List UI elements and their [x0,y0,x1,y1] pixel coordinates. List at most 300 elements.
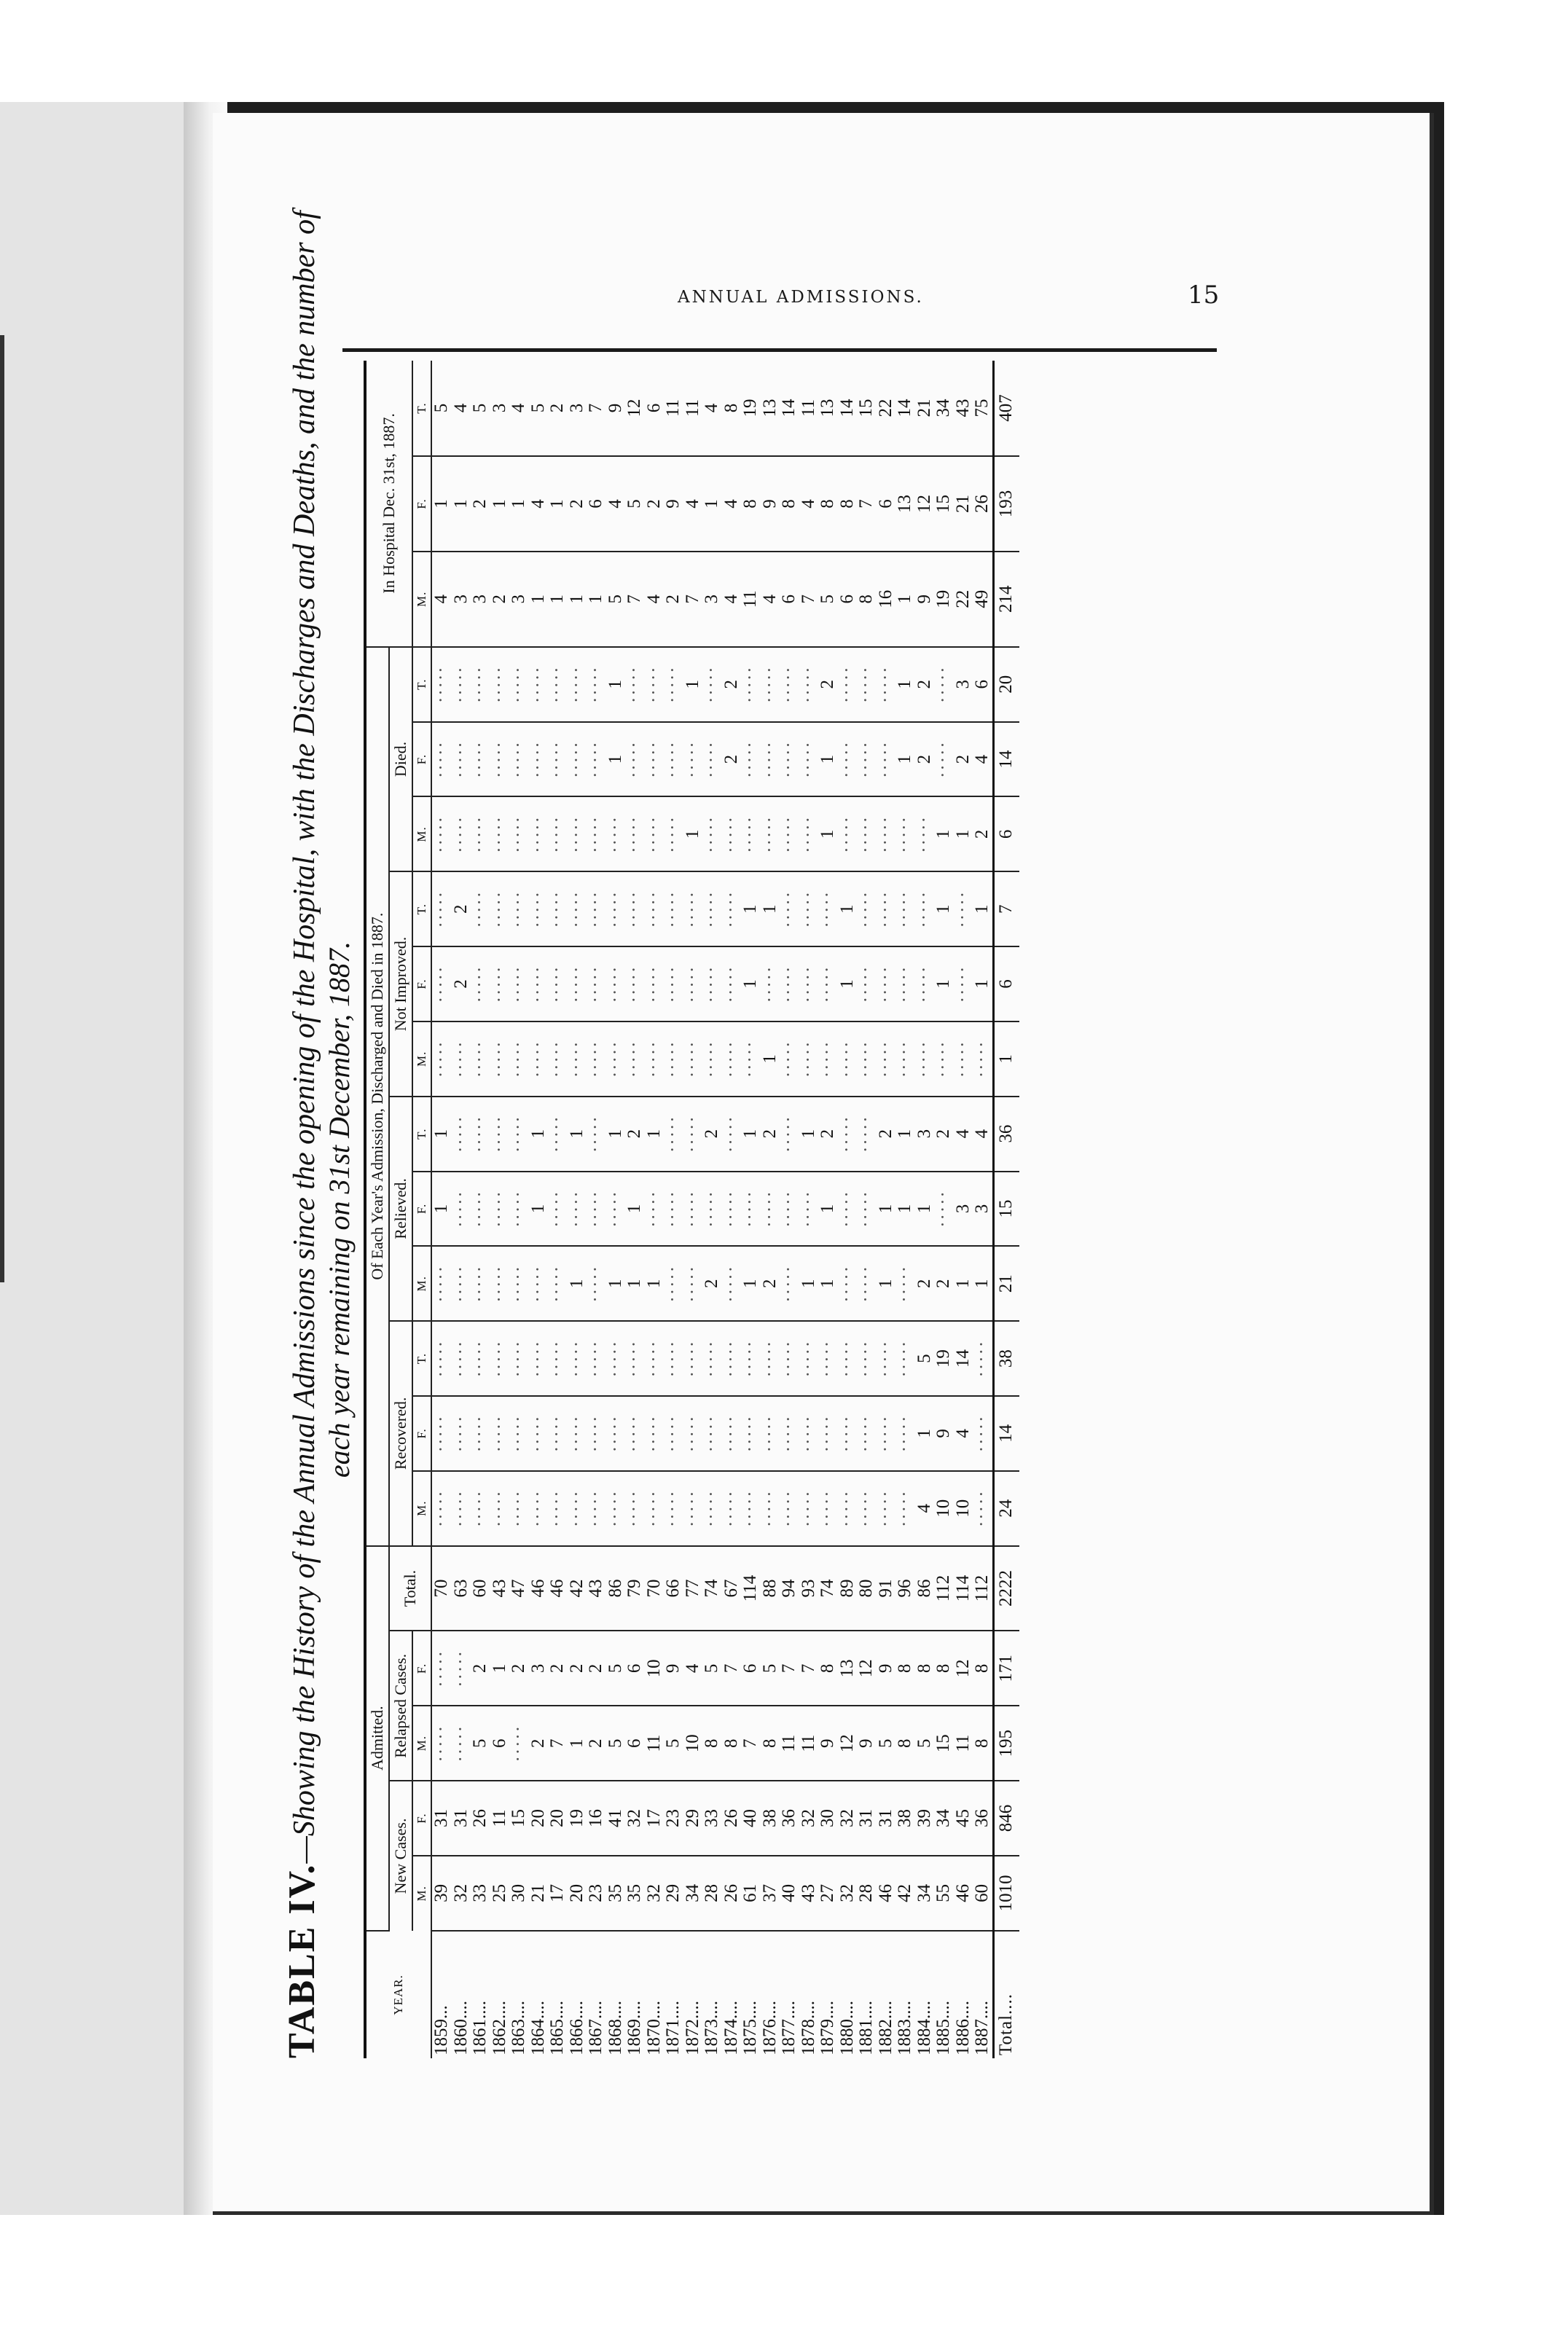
cell-hm: 3 [452,552,471,647]
cell-ht: 15 [857,361,877,456]
cell-hf: 26 [973,456,993,552]
cell-nf: 41 [606,1781,626,1856]
cell-recf: ····· [645,1396,665,1471]
cell-nif: ····· [799,946,819,1021]
cell-relm: 2 [761,1246,780,1321]
total-rm: 195 [993,1706,1019,1781]
cell-hm: 3 [702,552,722,647]
cell-relt: 2 [761,1097,780,1172]
table-row [664,361,683,2058]
cell-relt: 1 [431,1097,452,1172]
cell-rm: 11 [799,1706,819,1781]
cell-rf: 12 [954,1631,973,1706]
cell-recm: ····· [645,1471,665,1546]
cell-recm: ····· [818,1471,838,1546]
cell-rf: 4 [683,1631,703,1706]
cell-nm: 46 [954,1856,973,1931]
table-description: —Showing the History of the Annual Admissions since the opening of the Hospital, with the Discharges and Deaths, and the number of [288,211,321,1864]
cell-nit: ····· [509,871,529,946]
cell-dm: ····· [431,796,452,871]
year-cell: 1884.... [914,2001,934,2055]
cell-relf: ····· [606,1172,626,1247]
cell-relf: ····· [664,1172,683,1247]
cell-hf: 1 [431,456,452,552]
cell-rf: 7 [780,1631,799,1706]
col-t: T. [412,1097,431,1172]
cell-dm: 1 [954,796,973,871]
table-number: TABLE IV. [281,1863,323,2058]
cell-rect: ····· [799,1321,819,1396]
cell-ht: 14 [838,361,858,456]
cell-relm: 1 [973,1246,993,1321]
total-rect: 38 [993,1321,1019,1396]
recovered-header: Recovered. [389,1321,412,1545]
cell-ht: 2 [548,361,568,456]
cell-relt: 4 [973,1097,993,1172]
cell-hf: 9 [664,456,683,552]
cell-nm: 46 [877,1856,896,1931]
year-cell: 1865.... [547,2001,567,2055]
cell-nim: ····· [780,1021,799,1097]
cell-rect: ····· [625,1321,645,1396]
cell-nf: 45 [954,1781,973,1856]
cell-nit: 2 [452,871,471,946]
cell-tot: 60 [471,1546,490,1631]
cell-relf: ····· [857,1172,877,1247]
cell-tot: 80 [857,1546,877,1631]
cell-tot: 93 [799,1546,819,1631]
cell-nit: ····· [877,871,896,946]
cell-nit: ····· [702,871,722,946]
cell-dt: 2 [915,647,935,722]
table-row [954,361,973,2058]
col-t: T. [412,871,431,946]
cell-hf: 6 [587,456,606,552]
col-f: F. [412,1396,431,1471]
cell-nit: ····· [625,871,645,946]
cell-relm: ····· [587,1246,606,1321]
cell-recm: ····· [857,1471,877,1546]
cell-dm: ····· [722,796,742,871]
cell-nf: 31 [452,1781,471,1856]
cell-nim: ····· [625,1021,645,1097]
cell-relt: 1 [741,1097,761,1172]
cell-recm: ····· [877,1471,896,1546]
cell-rect: ····· [431,1321,452,1396]
cell-ht: 8 [722,361,742,456]
cell-nm: 35 [625,1856,645,1931]
cell-nit: ····· [780,871,799,946]
cell-recf: ····· [838,1396,858,1471]
cell-rect: ····· [587,1321,606,1396]
total-header: Total. [389,1546,431,1631]
table-row [548,361,568,2058]
cell-hm: 1 [548,552,568,647]
cell-relf: ····· [683,1172,703,1247]
table-row [857,361,877,2058]
cell-rf: ····· [431,1631,452,1706]
cell-nim: ····· [431,1021,452,1097]
cell-rm: ····· [509,1706,529,1781]
facing-page [0,102,195,2215]
cell-rf: 2 [548,1631,568,1706]
cell-hf: 8 [780,456,799,552]
cell-nm: 32 [645,1856,665,1931]
cell-relf: 1 [877,1172,896,1247]
table-row [799,361,819,2058]
cell-nim: ····· [452,1021,471,1097]
cell-rm: 15 [934,1706,954,1781]
cell-nif: ····· [857,946,877,1021]
cell-nim: ····· [973,1021,993,1097]
cell-recf: ····· [509,1396,529,1471]
cell-dm: ····· [780,796,799,871]
cell-df: 1 [895,722,915,797]
cell-nif: 1 [973,946,993,1021]
cell-recf: ····· [818,1396,838,1471]
cell-nf: 30 [818,1781,838,1856]
scan-margin [0,2215,1568,2349]
total-nif: 6 [993,946,1019,1021]
table-row [625,361,645,2058]
cell-rm: 5 [664,1706,683,1781]
cell-relt: ····· [722,1097,742,1172]
cell-nif: ····· [895,946,915,1021]
cell-rect: ····· [741,1321,761,1396]
cell-rf: 8 [915,1631,935,1706]
cell-nm: 37 [761,1856,780,1931]
cell-tot: 47 [509,1546,529,1631]
cell-recf: ····· [895,1396,915,1471]
table-row [877,361,896,2058]
cell-dt: ····· [877,647,896,722]
cell-nim: ····· [606,1021,626,1097]
cell-recm: ····· [471,1471,490,1546]
cell-recf: 1 [915,1396,935,1471]
cell-nf: 20 [548,1781,568,1856]
cell-ht: 22 [877,361,896,456]
table-row [490,361,510,2058]
cell-nif: ····· [568,946,587,1021]
cell-tot: 114 [741,1546,761,1631]
cell-nim: ····· [722,1021,742,1097]
cell-recm: 10 [934,1471,954,1546]
table-row [761,361,780,2058]
cell-relm: 1 [799,1246,819,1321]
year-cell: 1859... [431,2005,451,2055]
table-title [281,211,323,2058]
cell-rect: ····· [568,1321,587,1396]
cell-ht: 4 [509,361,529,456]
cell-hm: 19 [934,552,954,647]
cell-dm: ····· [664,796,683,871]
cell-df: ····· [741,722,761,797]
cell-tot: 77 [683,1546,703,1631]
cell-rect: ····· [838,1321,858,1396]
total-relt: 36 [993,1097,1019,1172]
cell-rect: ····· [509,1321,529,1396]
table-row [702,361,722,2058]
cell-relt: 1 [895,1097,915,1172]
cell-tot: 43 [490,1546,510,1631]
cell-relt: 2 [934,1097,954,1172]
year-cell: 1886.... [952,2001,973,2055]
cell-nim: 1 [761,1021,780,1097]
cell-recf: 4 [954,1396,973,1471]
cell-hm: 5 [606,552,626,647]
cell-nf: 32 [799,1781,819,1856]
cell-nif: ····· [606,946,626,1021]
cell-nf: 38 [761,1781,780,1856]
cell-nf: 19 [568,1781,587,1856]
cell-ht: 13 [818,361,838,456]
admitted-header: Admitted. [365,1546,389,1931]
cell-relf: ····· [761,1172,780,1247]
cell-dt: ····· [431,647,452,722]
cell-relf: 1 [431,1172,452,1247]
cell-recf: ····· [780,1396,799,1471]
cell-recm: ····· [664,1471,683,1546]
cell-dm: ····· [857,796,877,871]
cell-rf: 12 [857,1631,877,1706]
cell-relm: 2 [934,1246,954,1321]
cell-hf: 2 [471,456,490,552]
cell-recm: ····· [780,1471,799,1546]
cell-relt: 1 [568,1097,587,1172]
cell-rect: ····· [471,1321,490,1396]
col-t: T. [412,647,431,722]
cell-tot: 91 [877,1546,896,1631]
year-cell: 1876.... [759,2001,780,2055]
cell-rm: 5 [606,1706,626,1781]
cell-nit: ····· [664,871,683,946]
table-row [529,361,549,2058]
cell-dt: ····· [761,647,780,722]
cell-recf: ····· [664,1396,683,1471]
total-rf: 171 [993,1631,1019,1706]
cell-relf: ····· [799,1172,819,1247]
cell-dm: ····· [452,796,471,871]
cell-df: ····· [568,722,587,797]
year-cell: 1877.... [779,2001,799,2055]
cell-df: ····· [548,722,568,797]
died-header: Died. [389,647,412,872]
cell-rm: 12 [838,1706,858,1781]
cell-hf: 4 [529,456,549,552]
cell-rect: 14 [954,1321,973,1396]
cell-ht: 9 [606,361,626,456]
cell-tot: 74 [818,1546,838,1631]
cell-df: ····· [664,722,683,797]
cell-tot: 112 [973,1546,993,1631]
cell-relt: ····· [490,1097,510,1172]
cell-hm: 1 [568,552,587,647]
cell-nit: ····· [490,871,510,946]
cell-nf: 17 [645,1781,665,1856]
cell-nit: ····· [431,871,452,946]
cell-relm: ····· [509,1246,529,1321]
cell-nm: 27 [818,1856,838,1931]
cell-recf: ····· [741,1396,761,1471]
cell-dm: ····· [799,796,819,871]
cell-nim: ····· [954,1021,973,1097]
cell-hm: 7 [625,552,645,647]
cell-nif: ····· [915,946,935,1021]
cell-rect: ····· [857,1321,877,1396]
cell-ht: 4 [702,361,722,456]
total-df: 14 [993,722,1019,797]
year-cell: 1875.... [740,2001,760,2055]
cell-hf: 13 [895,456,915,552]
cell-nim: ····· [877,1021,896,1097]
cell-relf: 1 [625,1172,645,1247]
cell-dt: ····· [509,647,529,722]
cell-rm: 8 [702,1706,722,1781]
cell-relt: ····· [471,1097,490,1172]
cell-nim: ····· [509,1021,529,1097]
cell-relf: 1 [818,1172,838,1247]
header-row-sex [412,361,431,2058]
cell-nm: 25 [490,1856,510,1931]
cell-rf: 9 [664,1631,683,1706]
cell-hf: 5 [625,456,645,552]
facing-page-rule [0,335,4,1282]
table-row [722,361,742,2058]
year-cell: 1866.... [566,2001,587,2055]
cell-relt: ····· [509,1097,529,1172]
cell-nif: ····· [664,946,683,1021]
cell-tot: 46 [548,1546,568,1631]
cell-hf: 8 [741,456,761,552]
cell-nif: 2 [452,946,471,1021]
not-improved-header: Not Improved. [389,871,412,1096]
table-row [973,361,993,2058]
cell-rf: 1 [490,1631,510,1706]
cell-ht: 21 [915,361,935,456]
cell-recf: ····· [548,1396,568,1471]
cell-recm: ····· [683,1471,703,1546]
cell-nim: ····· [568,1021,587,1097]
cell-hm: 4 [431,552,452,647]
cell-rect: ····· [664,1321,683,1396]
total-tot: 2222 [993,1546,1019,1631]
cell-rf: 2 [471,1631,490,1706]
cell-hf: 1 [490,456,510,552]
cell-df: 2 [722,722,742,797]
cell-df: ····· [587,722,606,797]
cell-relf: ····· [645,1172,665,1247]
col-t: T. [412,1321,431,1396]
cell-df: ····· [471,722,490,797]
cell-ht: 3 [490,361,510,456]
cell-nif: ····· [587,946,606,1021]
cell-dt: 1 [683,647,703,722]
cell-relm: ····· [664,1246,683,1321]
cell-rm: 10 [683,1706,703,1781]
cell-recm: ····· [741,1471,761,1546]
total-hf: 193 [993,456,1019,552]
cell-relm: 1 [645,1246,665,1321]
cell-nif: ····· [877,946,896,1021]
outcome-header: Of Each Year's Admission, Discharged and Died in 1887. [365,647,389,1546]
cell-relf: ····· [780,1172,799,1247]
cell-relm: 1 [954,1246,973,1321]
cell-recf: ····· [625,1396,645,1471]
cell-tot: 43 [587,1546,606,1631]
cell-ht: 14 [780,361,799,456]
cell-rm: 8 [761,1706,780,1781]
cell-ht: 14 [895,361,915,456]
cell-recm: ····· [799,1471,819,1546]
year-cell: 1873.... [702,2001,721,2055]
cell-tot: 74 [702,1546,722,1631]
cell-rf: 2 [568,1631,587,1706]
cell-nf: 31 [877,1781,896,1856]
cell-ht: 7 [587,361,606,456]
cell-nif: ····· [761,946,780,1021]
cell-nim: ····· [471,1021,490,1097]
table-row [645,361,665,2058]
cell-tot: 89 [838,1546,858,1631]
cell-relm: ····· [780,1246,799,1321]
cell-rect: ····· [818,1321,838,1396]
cell-hm: 11 [741,552,761,647]
cell-dt: 3 [954,647,973,722]
cell-hf: 6 [877,456,896,552]
cell-rf: 2 [509,1631,529,1706]
total-relf: 15 [993,1172,1019,1247]
cell-relf: 1 [895,1172,915,1247]
cell-nm: 39 [431,1856,452,1931]
cell-nf: 36 [973,1781,993,1856]
table-row [780,361,799,2058]
cell-nim: ····· [857,1021,877,1097]
cell-nit: ····· [645,871,665,946]
cell-relf: ····· [568,1172,587,1247]
cell-recm: ····· [509,1471,529,1546]
cell-nf: 16 [587,1781,606,1856]
cell-relm: ····· [490,1246,510,1321]
col-m: M. [412,552,431,647]
cell-relf: ····· [471,1172,490,1247]
cell-df: ····· [509,722,529,797]
cell-nf: 31 [857,1781,877,1856]
cell-recm: ····· [895,1471,915,1546]
cell-nm: 40 [780,1856,799,1931]
cell-relt: ····· [838,1097,858,1172]
cell-nit: ····· [568,871,587,946]
cell-nif: ····· [529,946,549,1021]
year-cell: 1872.... [682,2001,702,2055]
cell-relf: ····· [741,1172,761,1247]
cell-nf: 32 [625,1781,645,1856]
col-m: M. [412,796,431,871]
cell-relt: 4 [954,1097,973,1172]
cell-hf: 2 [568,456,587,552]
cell-nif: ····· [509,946,529,1021]
cell-recm: ····· [452,1471,471,1546]
cell-dt: ····· [548,647,568,722]
cell-nim: ····· [587,1021,606,1097]
cell-nf: 39 [915,1781,935,1856]
year-cell: 1878.... [798,2001,818,2055]
year-cell: 1868.... [605,2001,625,2055]
year-cell: 1885.... [933,2001,953,2055]
cell-nf: 40 [741,1781,761,1856]
cell-dt: ····· [587,647,606,722]
cell-rect: 5 [915,1321,935,1396]
cell-hm: 49 [973,552,993,647]
